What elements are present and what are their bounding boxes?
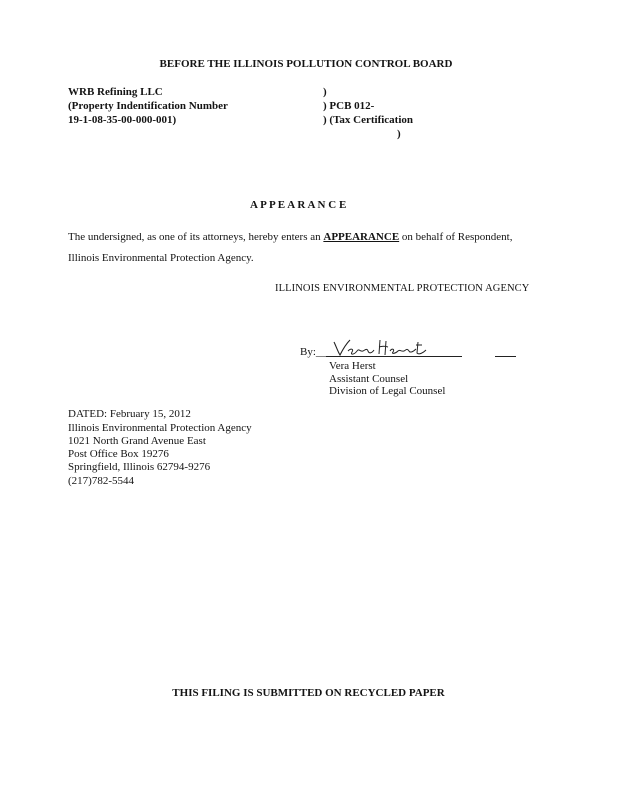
caption-pin-label: (Property Indentification Number [68,100,228,112]
phone-number: (217)782-5544 [68,475,134,487]
body-line-1 [68,231,513,244]
agency-name: ILLINOIS ENVIRONMENTAL PROTECTION AGENCY [275,283,530,294]
signature-line-end [495,356,516,357]
signatory-division: Division of Legal Counsel [329,385,446,397]
recycled-paper-footer: THIS FILING IS SUBMITTED ON RECYCLED PAPER [172,687,445,699]
signatory-name: Vera Herst [329,360,376,372]
caption-case-type: ) (Tax Certification [323,114,414,126]
by-label: By:__ [300,346,327,358]
address-po-box: Post Office Box 19276 [68,448,169,460]
body-line-2: Illinois Environmental Protection Agency. [68,252,254,264]
address-street: 1021 North Grand Avenue East [68,435,206,447]
caption-petitioner: WRB Refining LLC [68,86,163,98]
appearance-title: A P P E A R A N C E [250,199,347,211]
caption-paren: ) [323,86,327,98]
handwritten-signature [330,336,430,360]
caption-pin-number: 19-1-08-35-00-000-001) [68,114,177,126]
dated-line: DATED: February 15, 2012 [68,408,191,420]
signatory-title: Assistant Counsel [329,373,409,385]
address-city: Springfield, Illinois 62794-9276 [68,461,211,473]
caption-paren: ) [397,128,401,140]
body-text: The undersigned, as one of its attorneys, hereby enters an [68,231,324,243]
address-agency: Illinois Environmental Protection Agency [68,422,252,434]
board-heading: BEFORE THE ILLINOIS POLLUTION CONTROL BOARD [159,58,453,70]
body-text: on behalf of Respondent, [399,231,513,243]
appearance-emphasis: APPEARANCE [323,231,400,243]
caption-case-number: ) PCB 012- [323,100,375,112]
